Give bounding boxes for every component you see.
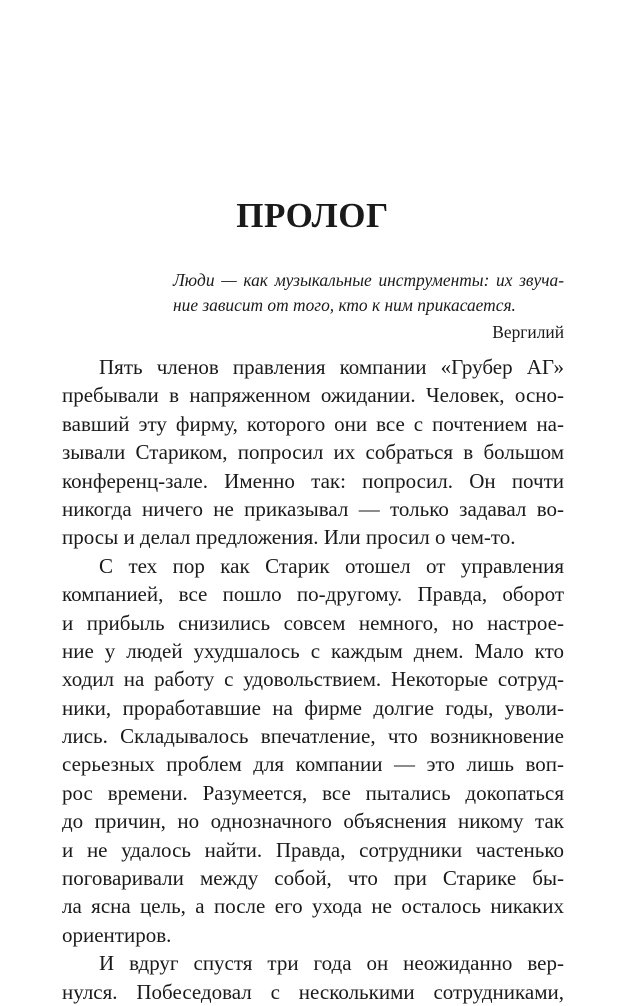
text-line: конференц-зале. Именно так: попросил. Он почти: [62, 468, 564, 493]
text-line: ориентиров.: [62, 922, 172, 947]
text-line: нулся. Побеседовал с несколькими сотрудниками,: [62, 979, 564, 1004]
text-line: до причин, но однозначного объяснения никому так: [62, 809, 564, 834]
text-line: компанией, все пошло по-другому. Правда, оборот: [62, 582, 564, 607]
text-line: ние у людей ухудшалось с каждым днем. Мало кто: [62, 638, 564, 663]
text-line: зывали Стариком, попросил их собраться в большом: [62, 440, 564, 465]
text-line: просы и делал предложения. Или просил о чем-то.: [62, 525, 516, 550]
epigraph: [173, 268, 564, 345]
text-line: И вдруг спустя три года он неожиданно вер-: [99, 951, 564, 976]
epigraph-author: Вергилий: [492, 322, 564, 342]
text-line: серьезных проблем для компании — это лишь воп-: [62, 752, 564, 777]
text-line: ходил на работу с удовольствием. Некоторые сотруд-: [62, 667, 564, 692]
text-line: ники, проработавшие на фирме долгие годы, уволи-: [62, 695, 564, 720]
chapter-title: ПРОЛОГ: [236, 196, 389, 235]
text-line: и не удалось найти. Правда, сотрудники частенько: [62, 837, 564, 862]
text-line: С тех пор как Старик отошел от управления: [99, 553, 564, 578]
text-line: никогда ничего не приказывал — только задавал во-: [62, 496, 564, 521]
text-line: ла ясна цель, а после его ухода не осталось никаких: [62, 894, 564, 919]
text-line: рос времени. Разумеется, все пытались докопаться: [62, 780, 564, 805]
text-line: вавший эту фирму, которого они все с почтением на-: [62, 411, 564, 436]
body-text: [62, 353, 564, 1006]
epigraph-line: ние зависит от того, кто к ним прикасается.: [173, 295, 516, 315]
text-line: и прибыль снизились совсем немного, но настрое-: [62, 610, 564, 635]
epigraph-line: Люди — как музыкальные инструменты: их звуча-: [173, 270, 564, 290]
text-line: пребывали в напряженном ожидании. Человек, осно-: [62, 383, 564, 408]
text-line: Пять членов правления компании «Грубер АГ»: [99, 355, 564, 379]
text-line: лись. Складывалось впечатление, что возникновение: [62, 724, 564, 749]
text-line: поговаривали между собой, что при Старике бы-: [62, 866, 564, 891]
